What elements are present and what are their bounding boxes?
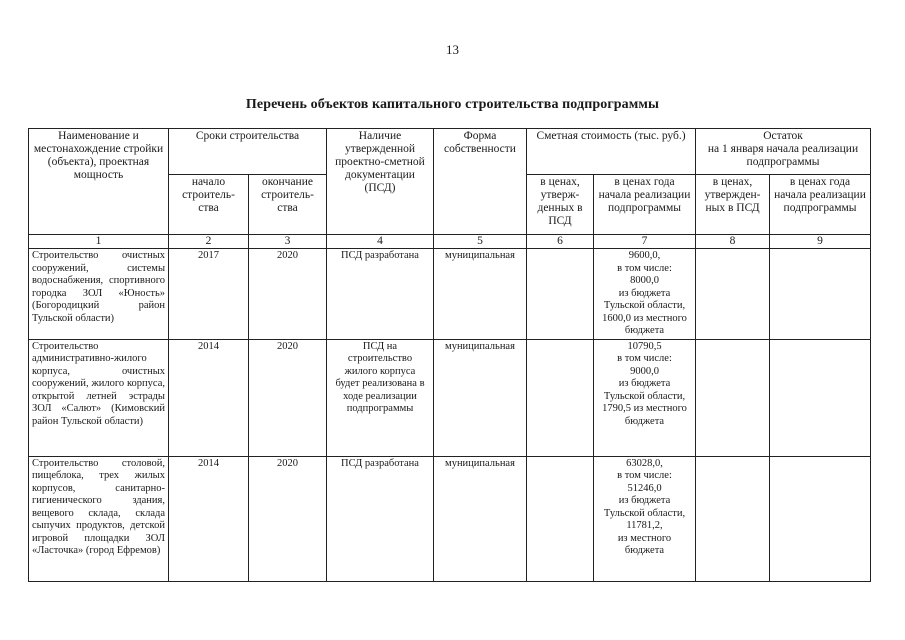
header-balance: Остаток на 1 января начала реализации подпрограммы bbox=[696, 129, 871, 175]
cost-year-prices: 10790,5 в том числе: 9000,0 из бюджета Тульской области, 1790,5 из местного бюджета bbox=[594, 339, 696, 456]
column-number: 5 bbox=[434, 235, 527, 249]
capital-construction-table bbox=[28, 128, 871, 582]
balance-year-prices bbox=[770, 456, 871, 581]
header-name: Наименование и местонахождение стройки (объекта), проектная мощность bbox=[29, 129, 169, 235]
column-number: 1 bbox=[29, 235, 169, 249]
cost-psd-prices bbox=[527, 249, 594, 340]
header-cost-psd-prices: в ценах, утверж- денных в ПСД bbox=[527, 175, 594, 235]
balance-year-prices bbox=[770, 339, 871, 456]
column-number: 3 bbox=[249, 235, 327, 249]
object-name: Строительство очистных сооружений, системы водоснабжения, спортивного городка ЗОЛ «Юность» (Богородицкий район Тульской области) bbox=[29, 249, 169, 340]
column-number-row bbox=[29, 235, 871, 249]
header-end: окончание строитель- ства bbox=[249, 175, 327, 235]
header-construction-terms: Сроки строительства bbox=[169, 129, 327, 175]
end-year: 2020 bbox=[249, 456, 327, 581]
object-name: Строительство административно-жилого корпуса, очистных сооружений, жилого корпуса, открытой летней эстрады ЗОЛ «Салют» (Кимовский район Тульской области) bbox=[29, 339, 169, 456]
psd-status: ПСД разработана bbox=[327, 456, 434, 581]
header-estimated-cost: Сметная стоимость (тыс. руб.) bbox=[527, 129, 696, 175]
balance-psd-prices bbox=[696, 249, 770, 340]
start-year: 2017 bbox=[169, 249, 249, 340]
ownership-form: муниципальная bbox=[434, 249, 527, 340]
cost-psd-prices bbox=[527, 456, 594, 581]
header-ownership: Форма собственности bbox=[434, 129, 527, 235]
object-name: Строительство столовой, пищеблока, трех жилых корпусов, санитарно-гигиенического здания, вещевого склада, склада сыпучих продуктов, детской игровой площадки ЗОЛ «Ласточка» (город Ефремов) bbox=[29, 456, 169, 581]
balance-psd-prices bbox=[696, 456, 770, 581]
page-number: 13 bbox=[446, 42, 459, 57]
balance-year-prices bbox=[770, 249, 871, 340]
start-year: 2014 bbox=[169, 456, 249, 581]
column-number: 2 bbox=[169, 235, 249, 249]
table-row bbox=[29, 456, 871, 581]
start-year: 2014 bbox=[169, 339, 249, 456]
column-number: 7 bbox=[594, 235, 696, 249]
column-number: 6 bbox=[527, 235, 594, 249]
header-start: начало строитель- ства bbox=[169, 175, 249, 235]
header-balance-psd-prices: в ценах, утвержден- ных в ПСД bbox=[696, 175, 770, 235]
balance-psd-prices bbox=[696, 339, 770, 456]
ownership-form: муниципальная bbox=[434, 339, 527, 456]
cost-year-prices: 9600,0, в том числе: 8000,0 из бюджета Тульской области, 1600,0 из местного бюджета bbox=[594, 249, 696, 340]
psd-status: ПСД на строительство жилого корпуса будет реализована в ходе реализации подпрограммы bbox=[327, 339, 434, 456]
psd-status: ПСД разработана bbox=[327, 249, 434, 340]
column-number: 8 bbox=[696, 235, 770, 249]
header-balance-year-prices: в ценах года начала реализации подпрограммы bbox=[770, 175, 871, 235]
end-year: 2020 bbox=[249, 339, 327, 456]
table-row bbox=[29, 339, 871, 456]
cost-year-prices: 63028,0, в том числе: 51246,0 из бюджета Тульской области, 11781,2, из местного бюджета bbox=[594, 456, 696, 581]
header-psd: Наличие утвержденной проектно-сметной документации (ПСД) bbox=[327, 129, 434, 235]
end-year: 2020 bbox=[249, 249, 327, 340]
ownership-form: муниципальная bbox=[434, 456, 527, 581]
document-title: Перечень объектов капитального строительства подпрограммы bbox=[245, 97, 660, 112]
cost-psd-prices bbox=[527, 339, 594, 456]
column-number: 4 bbox=[327, 235, 434, 249]
header-cost-year-prices: в ценах года начала реализации подпрограммы bbox=[594, 175, 696, 235]
column-number: 9 bbox=[770, 235, 871, 249]
table-row bbox=[29, 249, 871, 340]
